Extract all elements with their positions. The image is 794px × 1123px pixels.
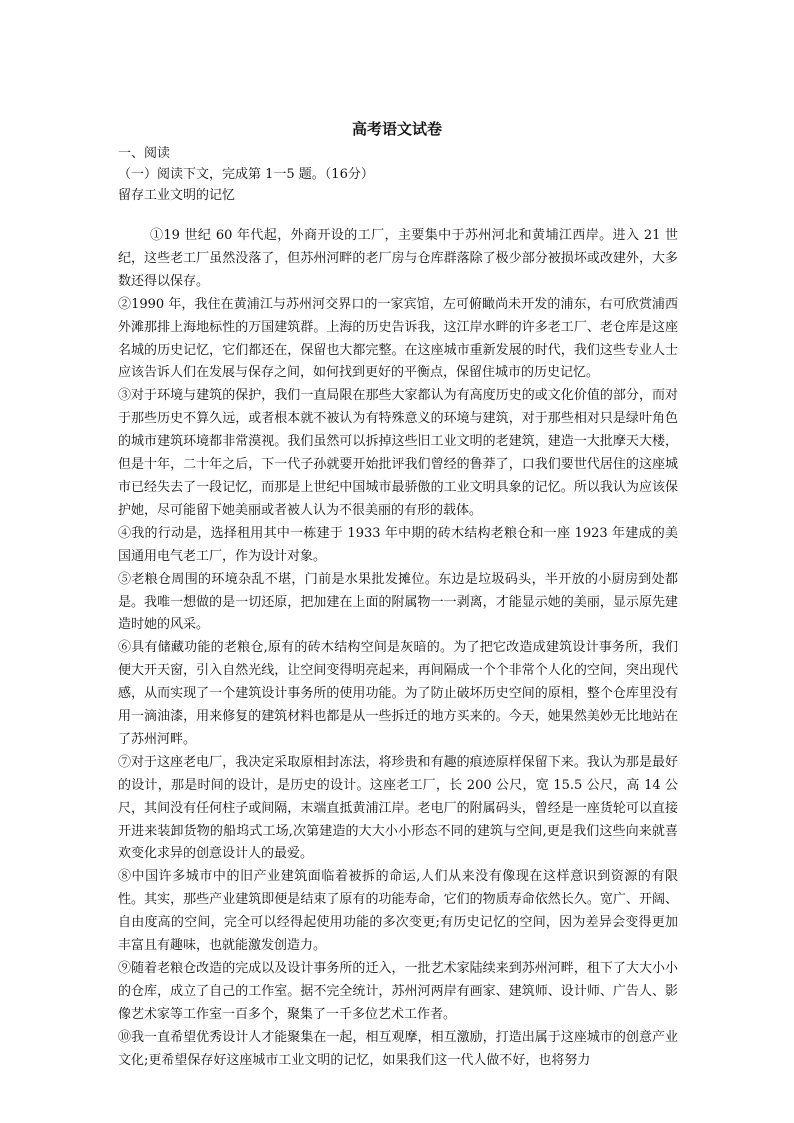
- passage-body: [118, 225, 678, 1073]
- section-heading: 一、阅读: [118, 146, 171, 161]
- paragraph-9: ⑨随着老粮仓改造的完成以及设计事务所的迁入，一批艺术家陆续来到苏州河畔，租下了大大小小的仓库，成立了自己的工作室。据不完全统计，苏州河两岸有画家、建筑师、设计师、广告人、影像艺术家等工作室一百多个，聚集了一千多位艺术工作者。: [118, 961, 678, 1022]
- question-instruction: （一）阅读下文，完成第 1一5 题。（16分）: [118, 167, 374, 182]
- exam-title: 高考语文试卷: [351, 120, 442, 138]
- paragraph-5: ⑤老粮仓周围的环境杂乱不堪，门前是水果批发摊位。东边是垃圾码头，半开放的小厨房到处都是。我唯一想做的是一切还原，把加建在上面的附属物一一剥离，才能显示她的美丽，显示原先建造时她的风采。: [118, 571, 678, 633]
- paragraph-6: ⑥具有储藏功能的老粮仓,原有的砖木结构空间是灰暗的。为了把它改造成建筑设计事务所，我们便大开天窗，引入自然光线，让空间变得明亮起来，再间隔成一个个非常个人化的空间，突出现代感，从而实现了一个建筑设计事务所的使用功能。为了防止破坏历史空间的原相，整个仓库里没有用一滴油漆，用来修复的建筑材料也都是从一些拆迁的地方买来的。今天，她果然美妙无比地站在了苏州河畔。: [118, 640, 678, 747]
- paragraph-7: ⑦对于这座老电厂，我决定采取原相封冻法，将珍贵和有趣的痕迹原样保留下来。我认为那是最好的设计，那是时间的设计，是历史的设计。这座老工厂，长 200 公尺，宽 15.5 公尺，高 14 公尺，其间没有任何柱子或间隔，末端直抵黄浦江岸。老电厂的附属码头，曾经是一座货轮可以直接开进来装卸货物的船坞式工场,次第建造的大大小小形态不同的建筑与空间,更是我们这些向来就喜欢变化求异的创意设计人的最爱。: [118, 754, 678, 862]
- paragraph-3: ③对于环境与建筑的保护，我们一直局限在那些大家都认为有高度历史的或文化价值的部分，而对于那些历史不算久远，或者根本就不被认为有特殊意义的环境与建筑，对于那些相对只是绿叶角色的城市建筑环境都非常漠视。我们虽然可以拆掉这些旧工业文明的老建筑，建造一大批摩天大楼，但是十年，二十年之后，下一代子孙就要开始批评我们曾经的鲁莽了，口我们要世代居住的这座城市已经失去了一段记忆，而那是上世纪中国城市最骄傲的工业文明具象的记忆。所以我认为应该保护她，尽可能留下她美丽或者被人认为不很美丽的有形的载体。: [118, 388, 678, 518]
- paragraph-10: ⑩我一直希望优秀设计人才能聚集在一起，相互观摩，相互激励，打造出属于这座城市的创意产业文化;更希望保存好这座城市工业文明的记忆，如果我们这一代人做不好，也将努力: [118, 1029, 678, 1068]
- paragraph-2: ②1990 年，我住在黄浦江与苏州河交界口的一家宾馆，左可俯瞰尚未开发的浦东，右可欣赏浦西外滩那排上海地标性的万国建筑群。上海的历史告诉我，这江岸水畔的许多老工厂、老仓库是这座名城的历史记忆，它们都还在，保留也大都完整。在这座城市重新发展的时代，我们这些专业人士应该告诉人们在发展与保存之间，如何找到更好的平衡点，保留住城市的历史记忆。: [118, 296, 678, 381]
- passage-title: 留存工业文明的记忆: [118, 188, 236, 203]
- paragraph-1: ①19 世纪 60 年代起，外商开设的工厂，主要集中于苏州河北和黄埔江西岸。进入 21 世纪，这些老工厂虽然没落了，但苏州河畔的老厂房与仓库群落除了极少部分被损坏或改建外，大多数还得以保存。: [118, 228, 678, 289]
- paragraph-8: ⑧中国许多城市中的旧产业建筑面临着被拆的命运,人们从来没有像现在这样意识到资源的有限性。其实，那些产业建筑即便是结束了原有的功能寿命，它们的物质寿命依然长久。宽广、开阔、自由度高的空间，完全可以经得起使用功能的多次变更;有历史记忆的空间，因为差异会变得更加丰富且有趣味，也就能激发创造力。: [118, 869, 678, 954]
- paragraph-4: ④我的行动是，选择租用其中一栋建于 1933 年中期的砖木结构老粮仓和一座 1923 年建成的美国通用电气老工厂，作为设计对象。: [118, 525, 678, 564]
